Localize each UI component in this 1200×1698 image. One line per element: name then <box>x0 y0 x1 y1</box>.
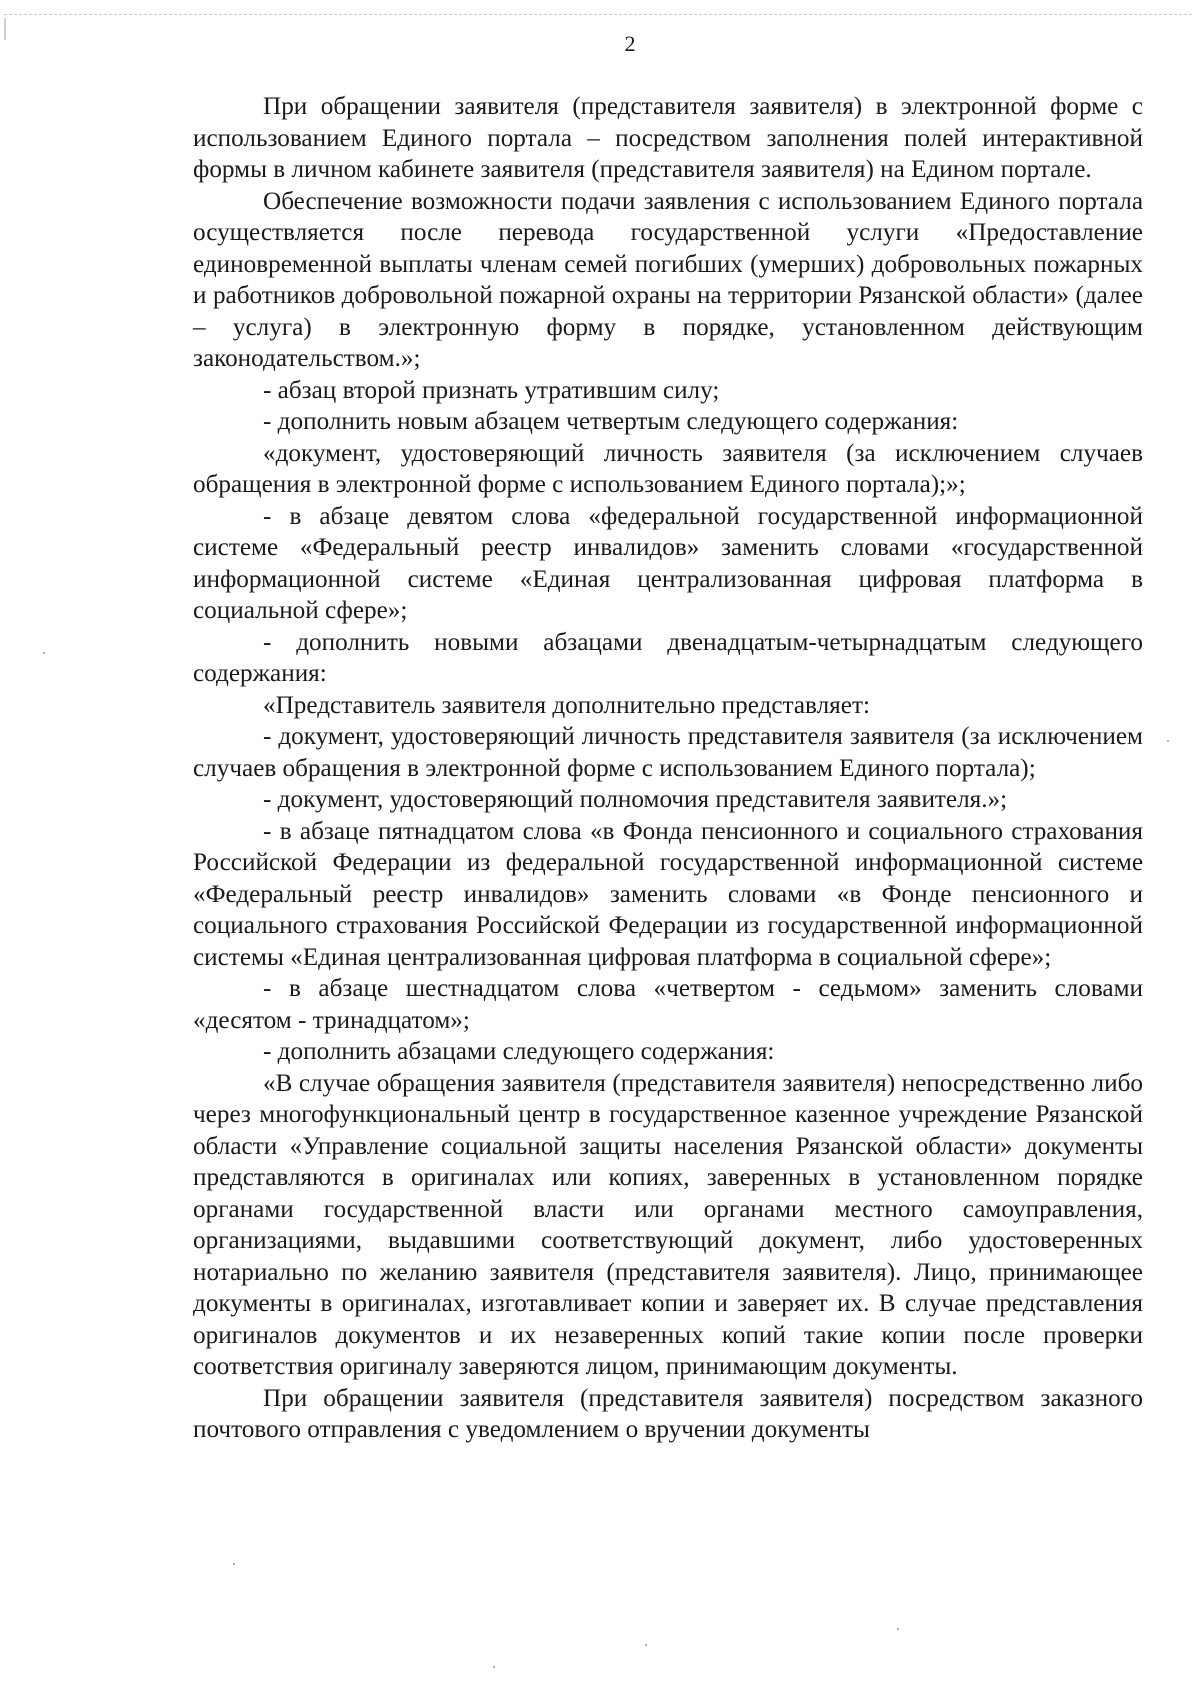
paragraph: - дополнить новыми абзацами двенадцатым-четырнадцатым следующего содержания: <box>193 628 1143 687</box>
paragraph: - дополнить абзацами следующего содержания: <box>263 1038 775 1065</box>
paragraph: «Представитель заявителя дополнительно представляет: <box>263 691 870 719</box>
paragraph: - дополнить новым абзацем четвертым следующего содержания: <box>263 408 959 435</box>
scan-speck <box>43 652 45 654</box>
scan-speck <box>493 1666 495 1668</box>
paragraph: - в абзаце шестнадцатом слова «четвертом - седьмом» заменить словами «десятом - тринадцатом»; <box>193 975 1143 1034</box>
scan-top-edge <box>4 14 1192 21</box>
scan-corner-mark <box>4 18 6 40</box>
page-number: 2 <box>624 31 636 56</box>
scan-speck <box>1167 740 1169 742</box>
paragraph: «документ, удостоверяющий личность заявителя (за исключением случаев обращения в электронной форме с использованием Единого портала);»; <box>193 439 1143 498</box>
paragraph: - абзац второй признать утратившим силу; <box>263 376 720 404</box>
scan-speck <box>645 1644 647 1646</box>
document-body <box>193 91 1143 1446</box>
paragraph: - в абзаце пятнадцатом слова «в Фонда пенсионного и социального страхования Российской Федерации из федеральной государственной информационной системе «Федеральный реестр инвалидов» заменить словами «в Фонде пенсионного и социального страхования Российской Федерации из государственной информационной системы «Единая централизованная цифровая платформа в социальной сфере»; <box>193 817 1143 971</box>
paragraph: При обращении заявителя (представителя заявителя) посредством заказного почтового отправления с уведомлением о вручении документы <box>193 1384 1143 1443</box>
paragraph: При обращении заявителя (представителя заявителя) в электронной форме с использованием Единого портала – посредством заполнения полей интерактивной формы в личном кабинете заявителя (представителя заявителя) на Едином портале. <box>193 93 1143 183</box>
paragraph: «В случае обращения заявителя (представителя заявителя) непосредственно либо через многофункциональный центр в государственное казенное учреждение Рязанской области «Управление социальной защиты населения Рязанской области» документы представляются в оригиналах или копиях, заверенных в установленном порядке органами государственной власти или органами местного самоуправления, организациями, выдавшими соответствующий документ, либо удостоверенных нотариально по желанию заявителя (представителя заявителя). Лицо, принимающее документы в оригиналах, изготавливает копии и заверяет их. В случае представления оригиналов документов и их незаверенных копий такие копии после проверки соответствия оригиналу заверяются лицом, принимающим документы. <box>193 1069 1143 1380</box>
paragraph: - документ, удостоверяющий полномочия представителя заявителя.»; <box>263 786 1008 813</box>
scan-speck <box>233 1563 235 1565</box>
scan-speck <box>897 1628 899 1630</box>
paragraph: - в абзаце девятом слова «федеральной государственной информационной системе «Федеральный реестр инвалидов» заменить словами «государственной информационной системе «Единая централизованная цифровая платформа в социальной сфере»; <box>193 502 1143 624</box>
paragraph: Обеспечение возможности подачи заявления с использованием Единого портала осуществляется после перевода государственной услуги «Предоставление единовременной выплаты членам семей погибших (умерших) добровольных пожарных и работников добровольной пожарной охраны на территории Рязанской области» (далее – услуга) в электронную форму в порядке, установленном действующим законодательством.»; <box>193 187 1143 372</box>
paragraph: - документ, удостоверяющий личность представителя заявителя (за исключением случаев обращения в электронной форме с использованием Единого портала); <box>193 723 1143 782</box>
